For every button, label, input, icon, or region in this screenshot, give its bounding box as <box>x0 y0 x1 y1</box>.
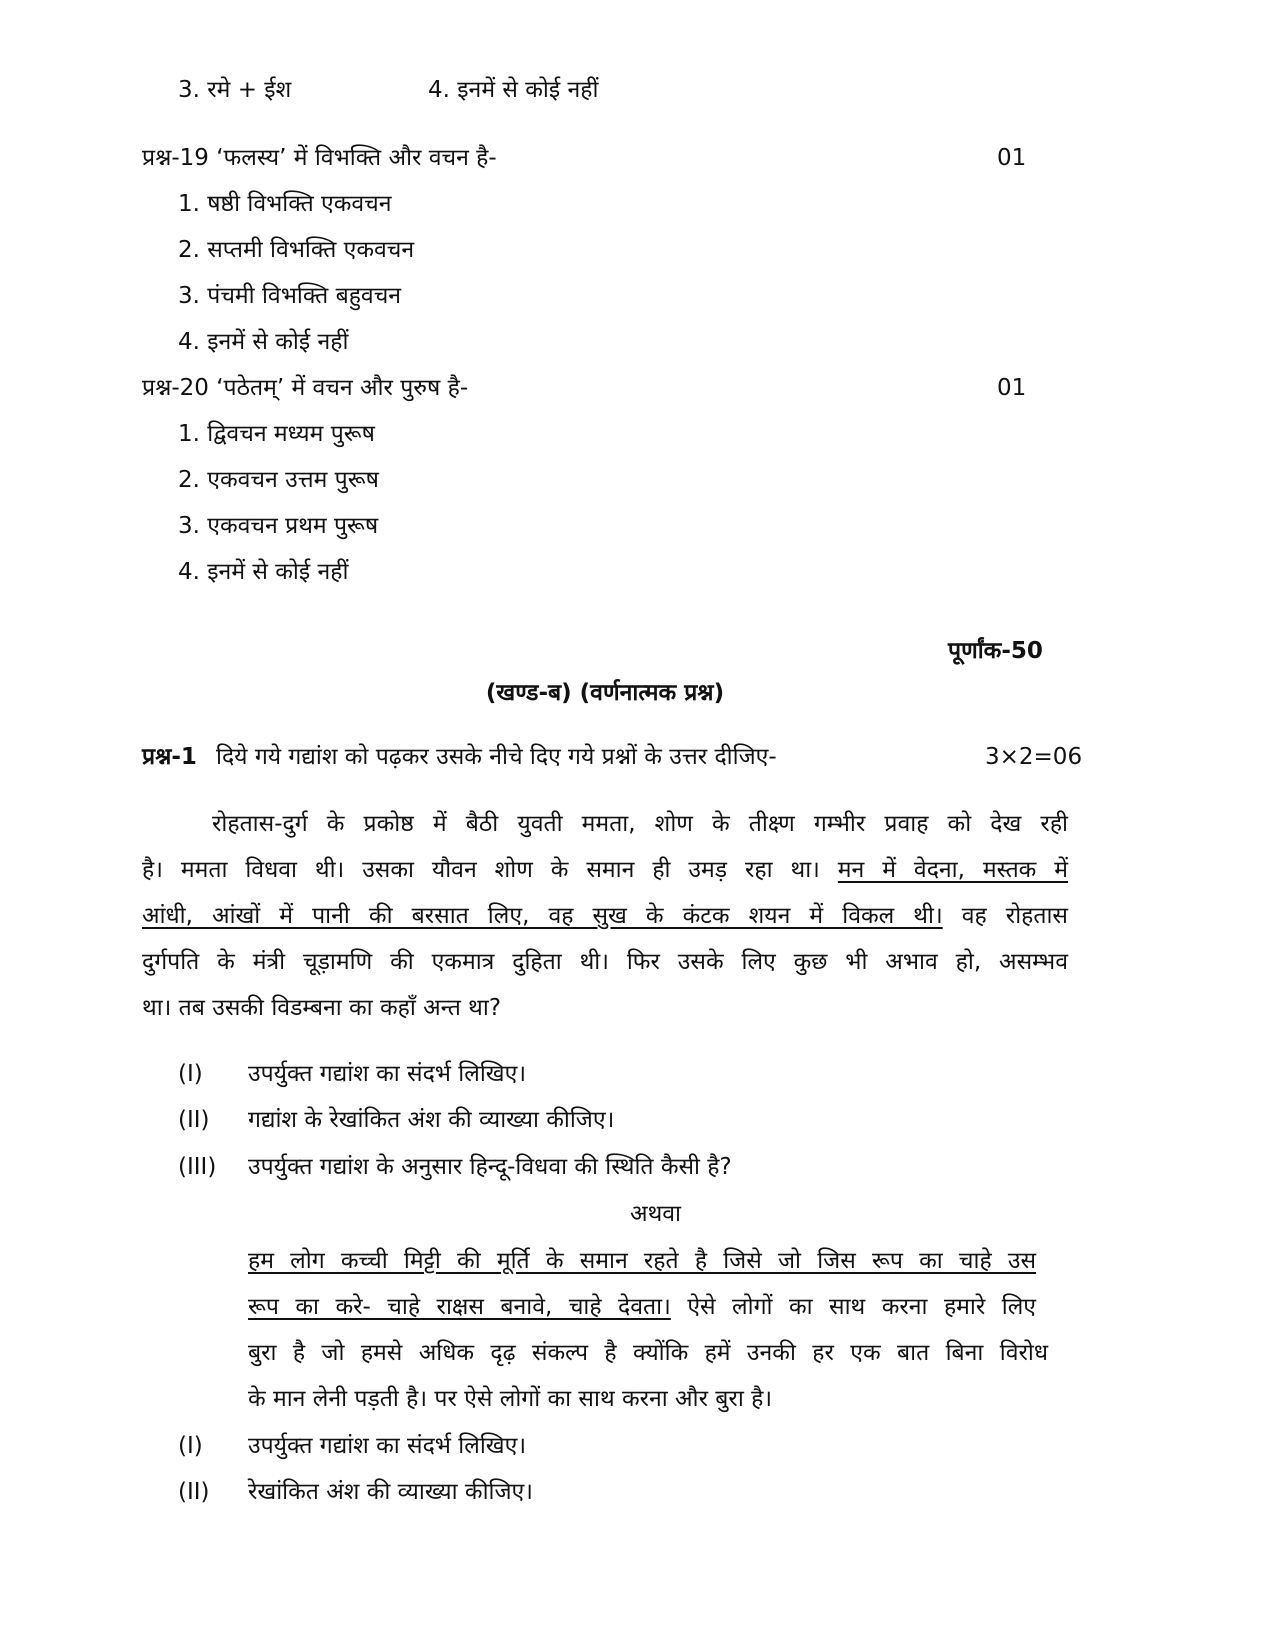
q19-option-1: 1. षष्ठी विभक्ति एकवचन <box>178 191 392 217</box>
question-1-label: प्रश्न-1 <box>142 744 197 770</box>
subq-num: (II) <box>178 1107 210 1133</box>
alt-passage-line-1: हम लोग कच्ची मिट्टी की मूर्ति के समान रहते है जिसे जो जिस रूप का चाहे उस <box>248 1248 1036 1274</box>
passage-line-4: दुर्गपति के मंत्री चूड़ामणि की एकमात्र दुहिता थी। फिर उसके लिए कुछ भी अभाव हो, असम्भव <box>142 949 1068 975</box>
question-20-marks: 01 <box>997 375 1027 401</box>
passage-text: ऐसे लोगों का साथ करना हमारे लिए <box>687 1294 1037 1320</box>
alt-subq-num: (I) <box>178 1433 203 1459</box>
passage-text: है। ममता विधवा थी। उसका यौवन शोण के समान ही उमड़ रहा था। <box>142 857 820 883</box>
q19-option-4: 4. इनमें से कोई नहीं <box>178 329 349 355</box>
question-19-marks: 01 <box>997 145 1027 171</box>
option-3: 3. रमे + ईश <box>178 77 292 103</box>
alt-passage-line-3: बुरा है जो हमसे अधिक दृढ़ संकल्प है क्योंकि हमें उनकी हर एक बात बिना विरोध <box>248 1340 1048 1366</box>
q19-option-2: 2. सप्तमी विभक्ति एकवचन <box>178 237 415 263</box>
subq-num: (I) <box>178 1061 203 1087</box>
underlined-text: आंधी, आंखों में पानी की बरसात लिए, वह सुख के कंटक शयन में विकल थी। <box>142 903 943 929</box>
subq-num: (III) <box>178 1154 217 1180</box>
subq-text: उपर्युक्त गद्यांश का संदर्भ लिखिए। <box>248 1061 527 1087</box>
q20-option-3: 3. एकवचन प्रथम पुरूष <box>178 513 379 539</box>
passage-line-1: रोहतास-दुर्ग के प्रकोष्ठ में बैठी युवती ममता, शोण के तीक्ष्ण गम्भीर प्रवाह को देख रही <box>212 811 1068 837</box>
alt-subq-text: रेखांकित अंश की व्याख्या कीजिए। <box>248 1479 533 1505</box>
alt-passage-line-4: के मान लेनी पड़ती है। पर ऐसे लोगों का साथ करना और बुरा है। <box>248 1386 773 1412</box>
underlined-text: मन में वेदना, मस्तक में <box>837 857 1069 883</box>
subq-text: गद्यांश के रेखांकित अंश की व्याख्या कीजिए। <box>248 1107 615 1133</box>
q19-option-3: 3. पंचमी विभक्ति बहुवचन <box>178 283 402 309</box>
q20-option-4: 4. इनमें से कोई नहीं <box>178 559 349 585</box>
or-label: अथवा <box>630 1201 682 1227</box>
total-marks: पूर्णांक-50 <box>948 638 1043 664</box>
q20-option-1: 1. द्विवचन मध्यम पुरूष <box>178 421 375 447</box>
passage-text: वह रोहतास <box>961 903 1068 929</box>
passage-line-2 <box>142 854 1068 886</box>
q20-option-2: 2. एकवचन उत्तम पुरूष <box>178 467 379 493</box>
option-4: 4. इनमें से कोई नहीं <box>428 77 599 103</box>
alt-subq-num: (II) <box>178 1479 210 1505</box>
alt-subq-text: उपर्युक्त गद्यांश का संदर्भ लिखिए। <box>248 1433 527 1459</box>
question-1-marks: 3×2=06 <box>985 744 1083 770</box>
section-heading: (खण्ड-ब) (वर्णनात्मक प्रश्न) <box>485 680 725 706</box>
question-20-text: प्रश्न-20 ‘पठेतम्’ में वचन और पुरुष है- <box>142 375 469 401</box>
question-19-text: प्रश्न-19 ‘फलस्य’ में विभक्ति और वचन है- <box>142 145 497 171</box>
question-1-text: दिये गये गद्यांश को पढ़कर उसके नीचे दिए गये प्रश्नों के उत्तर दीजिए- <box>216 744 777 770</box>
alt-passage-line-2 <box>248 1291 1036 1323</box>
underlined-text: रूप का करे- चाहे राक्षस बनावे, चाहे देवता। <box>248 1294 671 1320</box>
passage-line-5: था। तब उसकी विडम्बना का कहाँ अन्त था? <box>142 995 502 1021</box>
subq-text: उपर्युक्त गद्यांश के अनुसार हिन्दू-विधवा की स्थिति कैसी है? <box>248 1154 732 1180</box>
passage-line-3 <box>142 900 1068 932</box>
